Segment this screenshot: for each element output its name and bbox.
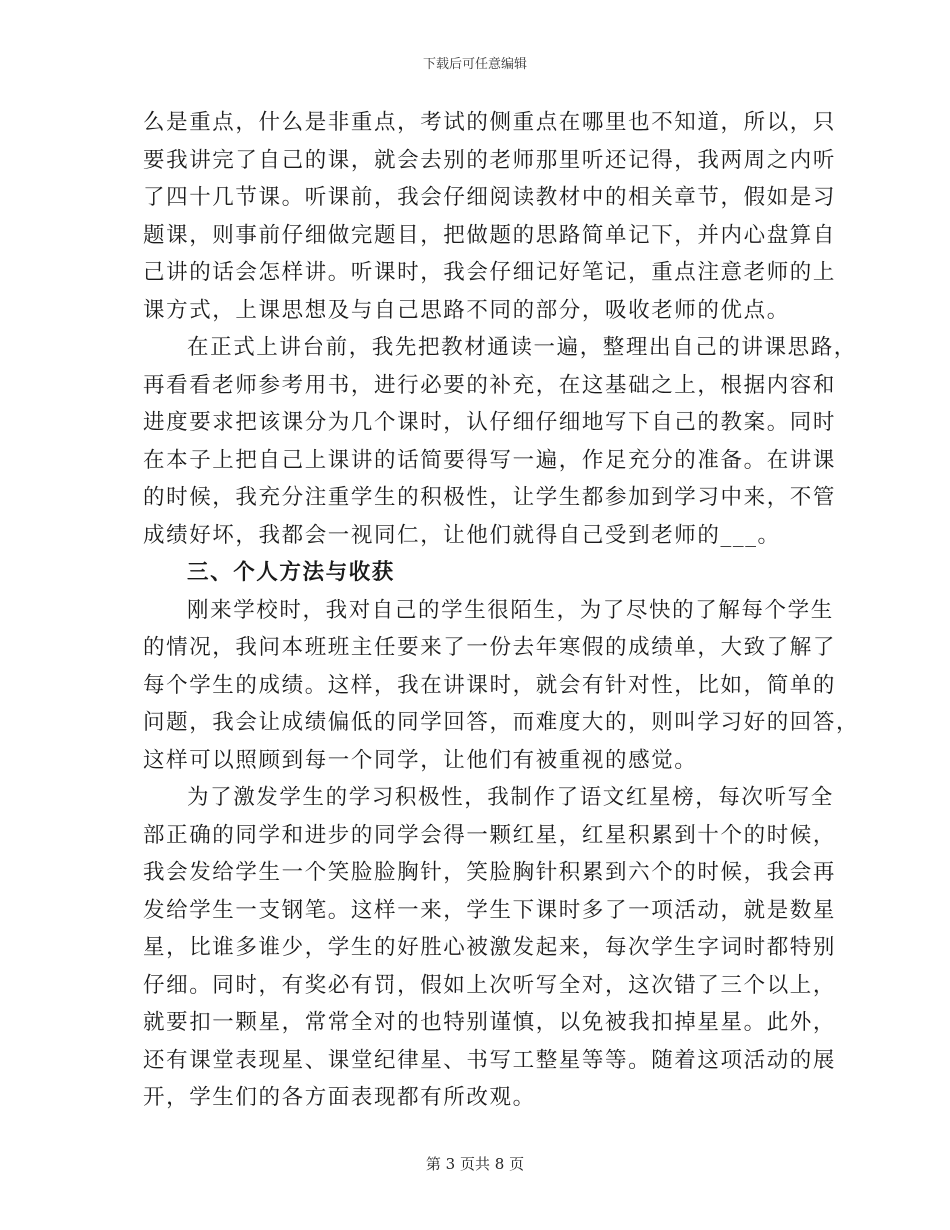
text-line: 题课，则事前仔细做完题目，把做题的思路简单记下，并内心盘算自 bbox=[143, 222, 837, 248]
text-line: 进度要求把该课分为几个课时，认仔细仔细地写下自己的教案。同时 bbox=[143, 410, 837, 435]
page-header: 下载后可任意编辑 bbox=[422, 57, 527, 72]
text-line: 问题，我会让成绩偏低的同学回答，而难度大的，则叫学习好的回答， bbox=[143, 710, 860, 735]
text-line: 么是重点，什么是非重点，考试的侧重点在哪里也不知道，所以，只 bbox=[143, 110, 837, 135]
text-line: 仔细。同时，有奖必有罚，假如上次听写全对，这次错了三个以上， bbox=[143, 972, 837, 998]
text-line: 的时候，我充分注重学生的积极性，让学生都参加到学习中来，不管 bbox=[143, 485, 837, 510]
text-line: 每个学生的成绩。这样，我在讲课时，就会有针对性，比如，简单的 bbox=[143, 672, 837, 698]
paragraph bbox=[143, 329, 857, 554]
section-heading: 三、个人方法与收获 bbox=[187, 560, 395, 585]
text-line: 星，比谁多谁少，学生的好胜心被激发起来，每次学生字词时都特别 bbox=[143, 935, 837, 960]
document-body bbox=[143, 104, 860, 1117]
text-line: 部正确的同学和进步的同学会得一颗红星，红星积累到十个的时候， bbox=[143, 822, 837, 848]
text-line: 开，学生们的各方面表现都有所改观。 bbox=[143, 1085, 536, 1110]
text-line: 了四十几节课。听课前，我会仔细阅读教材中的相关章节，假如是习 bbox=[143, 185, 837, 210]
paragraph bbox=[143, 592, 860, 780]
text-line: 在本子上把自己上课讲的话简要得写一遍，作足充分的准备。在讲课 bbox=[143, 447, 837, 473]
text-line: 就要扣一颗星，常常全对的也特别谨慎，以免被我扣掉星星。此外， bbox=[143, 1010, 837, 1035]
page-number: 第 3 页共 8 页 bbox=[425, 1155, 525, 1173]
text-line: 我会发给学生一个笑脸脸胸针，笑脸胸针积累到六个的时候，我会再 bbox=[143, 860, 837, 885]
text-line: 再看看老师参考用书，进行必要的补充，在这基础之上，根据内容和 bbox=[143, 372, 837, 398]
text-line: 为了激发学生的学习积极性，我制作了语文红星榜，每次听写全 bbox=[187, 785, 834, 810]
paragraph bbox=[143, 779, 837, 1117]
text-line: 还有课堂表现星、课堂纪律星、书写工整星等等。随着这项活动的展 bbox=[143, 1047, 837, 1073]
text-line: 刚来学校时，我对自己的学生很陌生，为了尽快的了解每个学生 bbox=[187, 597, 834, 623]
text-line: 在正式上讲台前，我先把教材通读一遍，整理出自己的讲课思路， bbox=[187, 335, 857, 360]
text-line: 的情况，我问本班班主任要来了一份去年寒假的成绩单，大致了解了 bbox=[143, 635, 837, 660]
text-line: 课方式，上课思想及与自己思路不同的部分，吸收老师的优点。 bbox=[143, 297, 790, 323]
text-line: 要我讲完了自己的课，就会去别的老师那里听还记得，我两周之内听 bbox=[143, 147, 837, 173]
paragraph bbox=[143, 104, 837, 329]
text-line: 发给学生一支钢笔。这样一来，学生下课时多了一项活动，就是数星 bbox=[143, 897, 837, 923]
text-line: 成绩好坏，我都会一视同仁，让他们就得自己受到老师的___。 bbox=[143, 522, 781, 548]
text-line: 这样可以照顾到每一个同学，让他们有被重视的感觉。 bbox=[143, 747, 698, 773]
text-line: 己讲的话会怎样讲。听课时，我会仔细记好笔记，重点注意老师的上 bbox=[143, 260, 837, 285]
